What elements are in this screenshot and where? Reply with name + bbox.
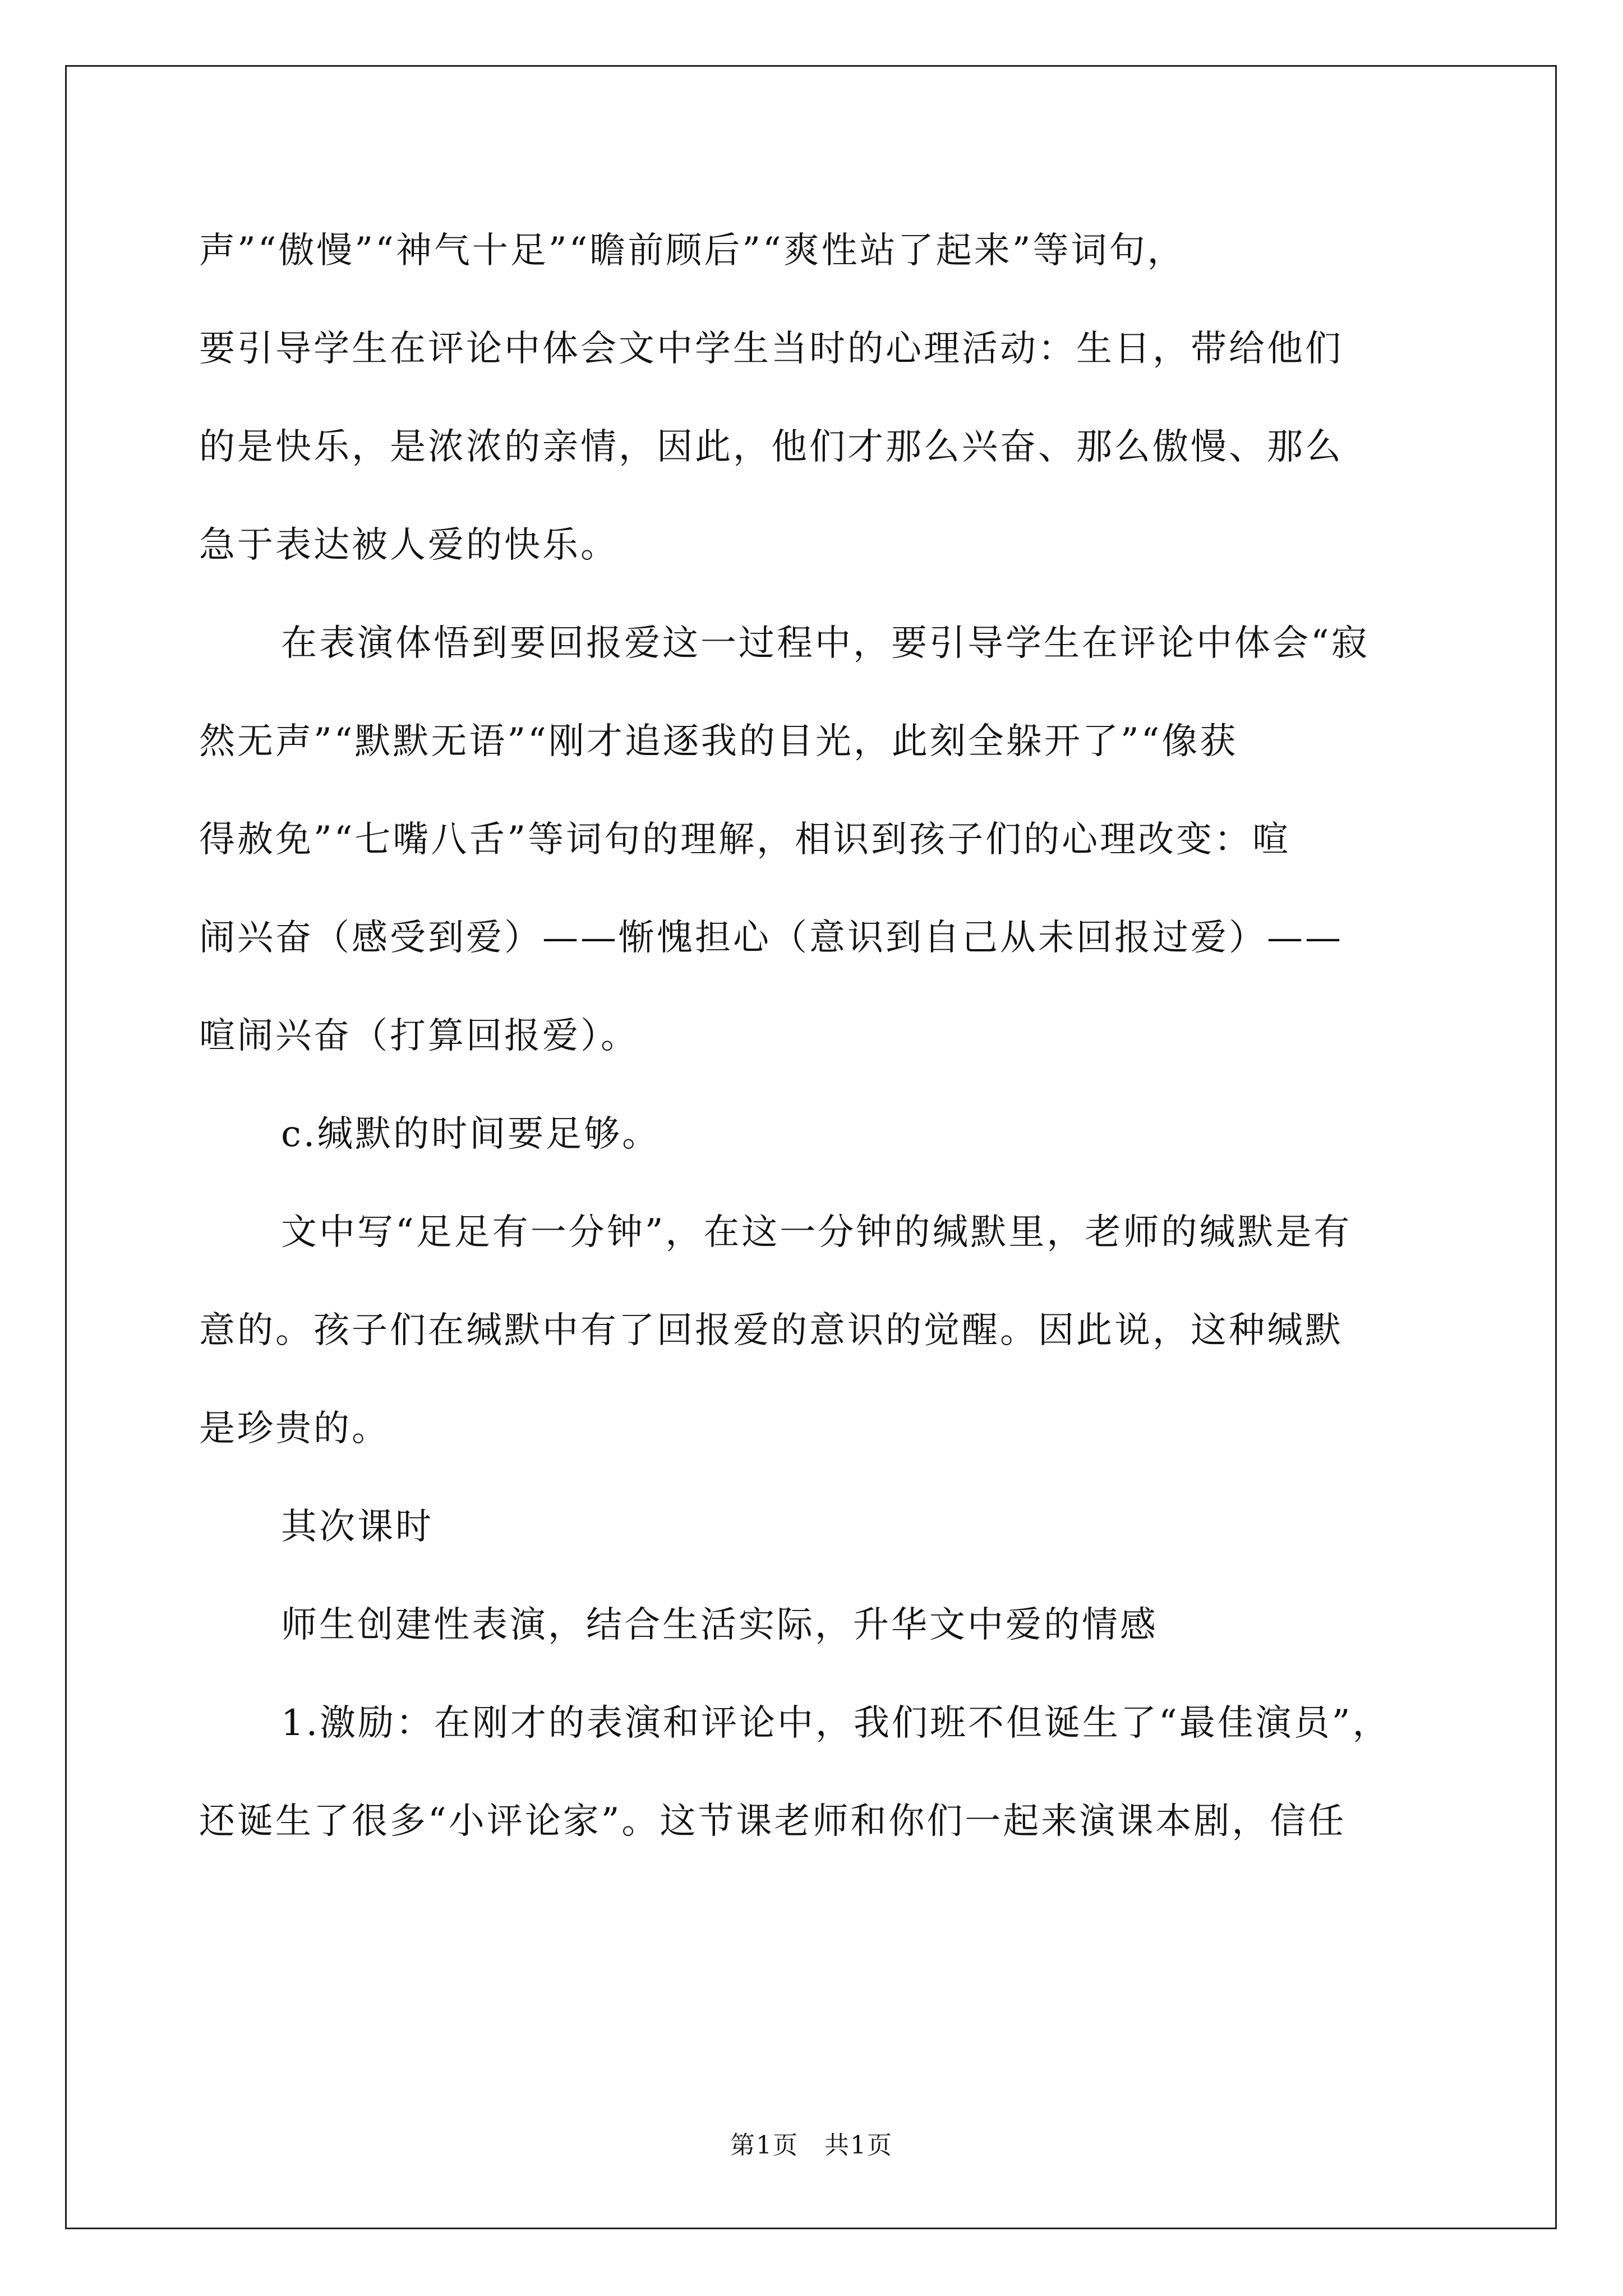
section-heading: 其次课时 bbox=[281, 1506, 434, 1548]
text-line: 的是快乐，是浓浓的亲情，因此，他们才那么兴奋、那么傲慢、那么 bbox=[199, 426, 1343, 468]
text-line: 意的。孩子们在缄默中有了回报爱的意识的觉醒。因此说，这种缄默 bbox=[199, 1310, 1343, 1351]
text-line: 喧闹兴奋（打算回报爱）。 bbox=[199, 1015, 639, 1057]
text-line: 急于表达被人爱的快乐。 bbox=[199, 524, 619, 566]
text-line: 声”“傲慢”“神气十足”“瞻前顾后”“爽性站了起来”等词句， bbox=[199, 230, 1186, 272]
text-line: 师生创建性表演，结合生活实际，升华文中爱的情感 bbox=[281, 1604, 1158, 1646]
text-line: 然无声”“默默无语”“刚才追逐我的目光，此刻全躲开了”“像获 bbox=[199, 721, 1238, 762]
text-line: 闹兴奋（感受到爱）——惭愧担心（意识到自己从未回报过爱）—— bbox=[199, 917, 1343, 959]
text-line: 得赦免”“七嘴八舌”等词句的理解，相识到孩子们的心理改变：喧 bbox=[199, 819, 1291, 861]
text-line: 要引导学生在评论中体会文中学生当时的心理活动：生日，带给他们 bbox=[199, 328, 1343, 370]
document-body bbox=[199, 202, 1433, 1871]
text-line: 1.激励：在刚才的表演和评论中，我们班不但诞生了“最佳演员”， bbox=[281, 1703, 1391, 1744]
text-line: c.缄默的时间要足够。 bbox=[281, 1114, 661, 1155]
text-line: 还诞生了很多“小评论家”。这节课老师和你们一起来演课本剧，信任 bbox=[199, 1801, 1347, 1842]
text-line: 是珍贵的。 bbox=[199, 1408, 390, 1450]
text-line: 在表演体悟到要回报爱这一过程中，要引导学生在评论中体会“寂 bbox=[281, 623, 1370, 664]
text-line: 文中写“足足有一分钟”，在这一分钟的缄默里，老师的缄默是有 bbox=[281, 1212, 1352, 1253]
page-footer: 第1页 共1页 bbox=[730, 2131, 893, 2160]
